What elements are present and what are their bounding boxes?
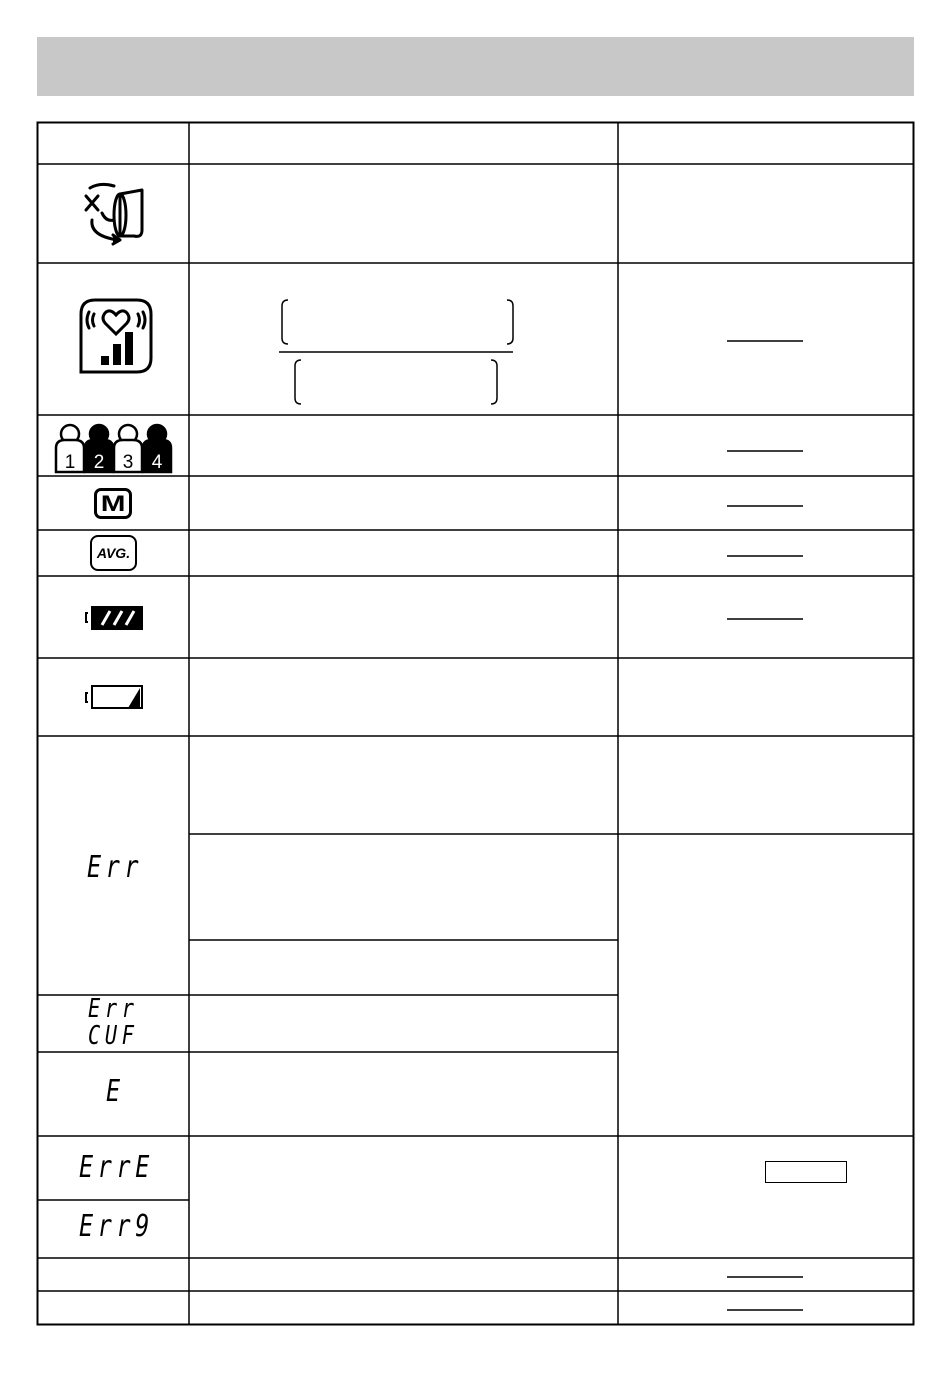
user-1-4-icons [53,420,174,474]
memory-icon [94,488,132,519]
average-icon [90,535,137,571]
heartbeat-signal-icon [77,296,155,376]
battery-full-icon [84,605,146,631]
memory-icon-label: M [100,490,126,516]
battery-low-icon [84,684,146,712]
lcd-err-cuf-bottom: CUF [88,1021,139,1051]
lcd-err-cuf-top: Err [88,994,139,1024]
lcd-e: E [106,1074,125,1109]
user-2-label: 2 [93,452,105,473]
user-3-label: 3 [122,452,134,473]
lcd-erre: ErrE [79,1150,155,1185]
average-icon-label: AVG. [96,545,131,561]
lcd-err: Err [87,850,144,885]
reference-box [765,1161,847,1183]
lcd-err9: Err9 [79,1209,155,1244]
paper-roll-replace-icon [80,180,150,248]
user-4-label: 4 [151,452,163,473]
user-1-label: 1 [64,452,76,473]
